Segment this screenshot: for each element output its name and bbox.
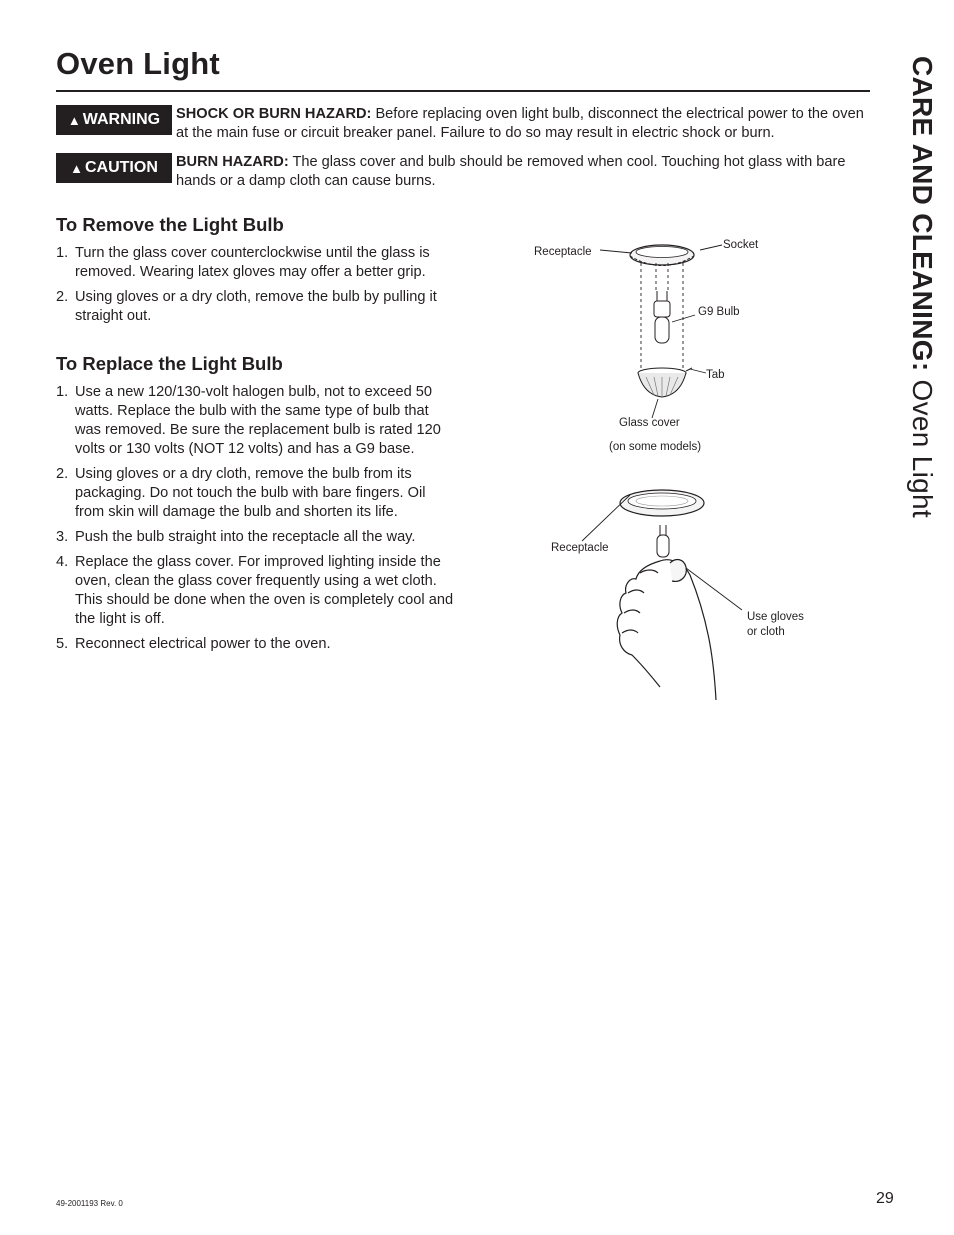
caution-badge-label: CAUTION [84,159,158,176]
bulb-in-hand-illustration [657,525,669,557]
step-text: Push the bulb straight into the receptacle all the way. [75,529,416,545]
step-number: 1. [56,384,69,400]
receptacle-top-illustration [630,245,694,266]
warning-body: Before replacing oven light bulb, disconnect the electrical power to the oven at the main fuse or circuit breaker panel. Failure to do so may result in electric shock or burn. [176,106,864,141]
step-number: 2. [56,466,69,482]
step-text: Using gloves or a dry cloth, remove the bulb by pulling it straight out. [75,289,437,324]
replace-heading: To Replace the Light Bulb [56,353,283,374]
list-item [56,383,456,459]
step-number: 3. [56,529,69,545]
document-code: 49-2001193 Rev. 0 [56,1199,123,1208]
step-text: Replace the glass cover. For improved lighting inside the oven, clean the glass cover frequently using a wet cloth. This should be done when the oven is completely cool and the light is off. [75,554,454,627]
list-item [56,244,456,282]
label-receptacle-top: Receptacle [534,246,592,258]
list-item [56,465,456,522]
receptacle-bottom-illustration [620,490,704,516]
page-title: Oven Light [56,46,220,81]
step-number: 4. [56,554,69,570]
side-tab-section: CARE AND CLEANING: [907,56,938,372]
step-number: 2. [56,289,69,305]
side-tab-topic: Oven Light [907,371,938,518]
label-socket: Socket [723,239,759,251]
label-use-gloves: Use gloves [747,611,804,623]
step-text: Turn the glass cover counterclockwise until the glass is removed. Wearing latex gloves may offer a better grip. [75,245,430,280]
step-number: 5. [56,636,69,652]
glass-cover-illustration [638,368,692,397]
warning-badge-label: WARNING [82,111,161,128]
list-item [56,553,456,629]
hand-illustration [617,560,716,700]
g9-bulb-illustration [654,291,670,343]
label-tab: Tab [706,369,725,381]
label-or-cloth: or cloth [747,626,785,638]
step-number: 1. [56,245,69,261]
warning-text [176,105,868,143]
title-rule [56,90,870,92]
step-text: Reconnect electrical power to the oven. [75,636,331,652]
replace-steps [56,383,456,660]
label-glass-cover: Glass cover [619,417,680,429]
caution-badge [56,153,172,183]
oven-light-diagram [520,225,820,705]
warning-badge [56,105,172,135]
remove-steps [56,244,456,332]
remove-heading: To Remove the Light Bulb [56,214,284,235]
warning-triangle-icon: ▲ [67,112,81,128]
caution-body: The glass cover and bulb should be removed when cool. Touching hot glass with bare hands or a damp cloth can cause burns. [176,154,846,189]
list-item [56,635,456,654]
warning-lead: SHOCK OR BURN HAZARD: [176,106,372,122]
list-item [56,288,456,326]
list-item [56,528,456,547]
caution-lead: BURN HAZARD: [176,154,289,170]
label-some-models: (on some models) [609,441,702,453]
step-text: Using gloves or a dry cloth, remove the bulb from its packaging. Do not touch the bulb with bare fingers. Oil from skin will damage the bulb and shorten its life. [75,466,426,520]
side-section-tab [908,56,936,518]
step-text: Use a new 120/130-volt halogen bulb, not to exceed 50 watts. Replace the bulb with the same type of bulb that was removed. Be sure the replacement bulb is rated 120 volts or 130 volts (NOT 12 volts) and has a G9 base. [75,384,441,457]
label-g9-bulb: G9 Bulb [698,306,740,318]
caution-text [176,153,868,191]
label-receptacle-bottom: Receptacle [551,542,609,554]
caution-triangle-icon: ▲ [70,160,83,176]
page-number: 29 [876,1190,894,1207]
